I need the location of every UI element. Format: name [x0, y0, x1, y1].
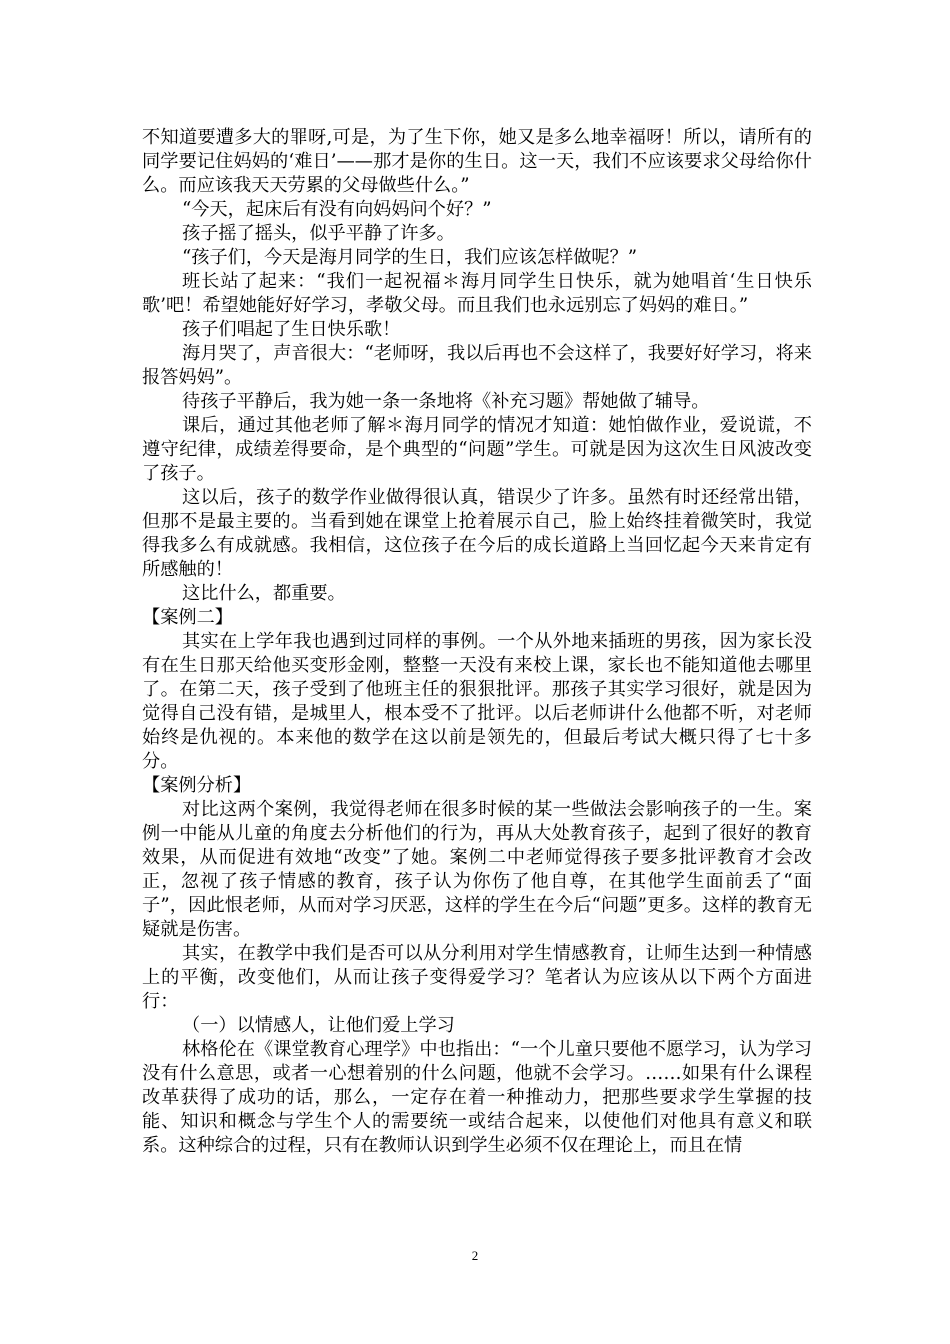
paragraph: 这以后，孩子的数学作业做得很认真，错误少了许多。虽然有时还经常出错，但那不是最主要的。当看到她在课堂上抢着展示自己，脸上始终挂着微笑时，我觉得我多么有成就感。我相信，这位孩子在今后的成长道路上当回忆起今天来肯定有所感触的！ [142, 487, 812, 580]
subsection-heading: （一）以情感人，让他们爱上学习 [182, 1015, 455, 1036]
paragraph: 孩子们唱起了生日快乐歌！ [182, 319, 401, 340]
paragraph: 孩子摇了摇头，似乎平静了许多。 [182, 223, 455, 244]
paragraph: “孩子们，今天是海月同学的生日，我们应该怎样做呢？” [182, 247, 638, 268]
paragraph: 待孩子平静后，我为她一条一条地将《补充习题》帮她做了辅导。 [182, 391, 710, 412]
paragraph: 其实在上学年我也遇到过同样的事例。一个从外地来插班的男孩，因为家长没有在生日那天给他买变形金刚，整整一天没有来校上课，家长也不能知道他去哪里了。在第二天，孩子受到了他班主任的狠狠批评。那孩子其实学习很好，就是因为觉得自己没有错，是城里人，根本受不了批评。以后老师讲什么他都不听，对老师始终是仇视的。本来他的数学在这以前是领先的，但最后考试大概只得了七十多分。 [142, 631, 812, 772]
paragraph: 其实，在教学中我们是否可以从分利用对学生情感教育，让师生达到一种情感上的平衡，改变他们，从而让孩子变得爱学习？笔者认为应该从以下两个方面进行： [142, 943, 812, 1012]
paragraph: 海月哭了，声音很大：“老师呀，我以后再也不会这样了，我要好好学习，将来报答妈妈”。 [142, 343, 812, 388]
paragraph: 不知道要遭多大的罪呀,可是，为了生下你，她又是多么地幸福呀！所以，请所有的同学要记住妈妈的‘难日’——那才是你的生日。这一天，我们不应该要求父母给你什么。而应该我天天劳累的父母做些什么。” [142, 127, 812, 196]
document-body [142, 126, 812, 1158]
paragraph: “今天，起床后有没有向妈妈问个好？” [182, 199, 492, 220]
page-number: 2 [471, 1248, 479, 1263]
paragraph: 班长站了起来：“我们一起祝福＊海月同学生日快乐，就为她唱首‘生日快乐歌’吧！希望她能好好学习，孝敬父母。而且我们也永远别忘了妈妈的难日。” [142, 271, 812, 316]
section-heading-case-analysis: 【案例分析】 [142, 775, 252, 796]
paragraph: 课后，通过其他老师了解＊海月同学的情况才知道：她怕做作业，爱说谎，不遵守纪律，成绩差得要命，是个典型的“问题”学生。可就是因为这次生日风波改变了孩子。 [142, 415, 812, 484]
paragraph: 这比什么，都重要。 [182, 583, 346, 604]
paragraph: 林格伦在《课堂教育心理学》中也指出：“一个儿童只要他不愿学习，认为学习没有什么意思，或者一心想着别的什么问题，他就不会学习。……如果有什么课程改革获得了成功的话，那么，一定存在着一种推动力，把那些要求学生掌握的技能、知识和概念与学生个人的需要统一或结合起来，以使他们对他具有意义和联系。这种综合的过程，只有在教师认识到学生必须不仅在理论上，而且在情 [142, 1039, 812, 1156]
paragraph: 对比这两个案例，我觉得老师在很多时候的某一些做法会影响孩子的一生。案例一中能从儿童的角度去分析他们的行为，再从大处教育孩子，起到了很好的教育效果，从而促进有效地“改变”了她。案例二中老师觉得孩子要多批评教育才会改正，忽视了孩子情感的教育，孩子认为你伤了他自尊，在其他学生面前丢了“面子”，因此恨老师，从而对学习厌恶，这样的学生在今后“问题”更多。这样的教育无疑就是伤害。 [142, 799, 812, 940]
section-heading-case-two: 【案例二】 [142, 607, 233, 628]
